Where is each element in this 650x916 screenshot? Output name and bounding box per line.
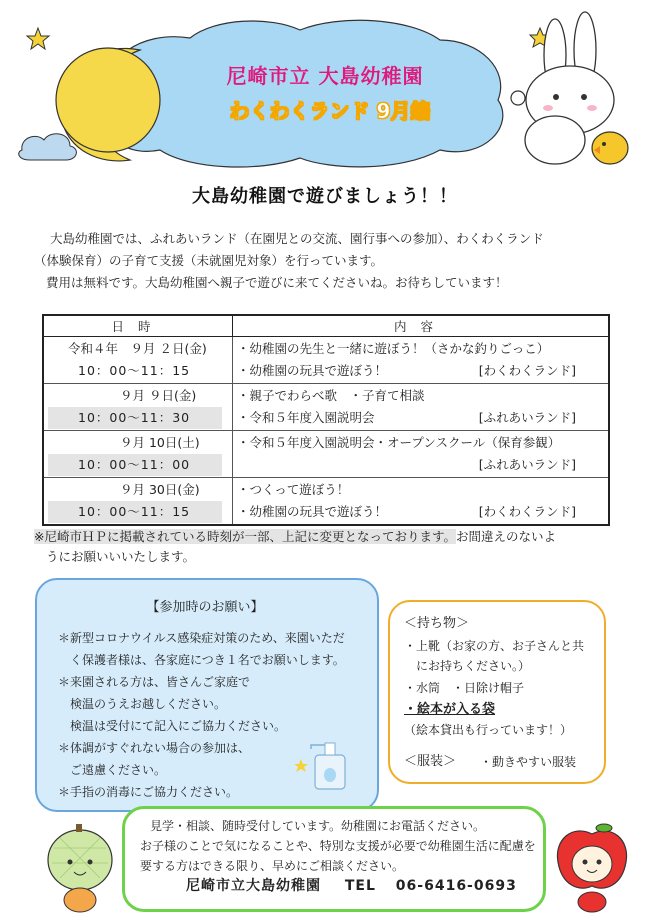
schedule-date: ９月 30日(金) [120,482,200,497]
cloud-shape [106,20,503,167]
schedule-date: 令和４年 ９月 ２日(金) [68,341,207,356]
schedule-category: [ふれあいランド] [478,410,576,425]
intro-line-2: （体験保育）の子育て支援（未就園児対象）を行っています。 [34,253,384,268]
page-headline: 大島幼稚園で遊びましょう！！ [192,186,458,207]
schedule-category: [わくわくランド] [478,363,576,378]
book-lending-note: （絵本貸出も行っています！） [404,723,573,737]
list-item: ・上靴（お家の方、お子さんと共 [404,639,585,653]
list-item: 検温のうえお越しください。 [58,697,227,711]
clothing-item: ・動きやすい服装 [480,755,577,769]
table-row [43,478,609,526]
apple-character-illustration [552,820,632,914]
book-bag-item: ・絵本が入る袋 [404,702,496,717]
list-item: ・水筒 ・日除け帽子 [404,681,525,695]
schedule-activity: ・幼稚園の玩具で遊ぼう！ [237,363,388,378]
schedule-activity: ・親子でわらべ歌 ・子育て相談 [237,388,425,403]
chick-illustration [592,132,628,164]
schedule-activity: ・幼稚園の玩具で遊ぼう！ [237,504,388,519]
requests-title: 【参加時のお願い】 [146,600,264,615]
schedule-table [42,314,610,526]
schedule-activity: ・幼稚園の先生と一緒に遊ぼう！（さかな釣りごっこ） [237,341,550,356]
contact-line-3: 要する方はできる限り、早めにご相談ください。 [140,859,405,873]
schedule-time: 10：00〜11：00 [48,454,222,476]
phone-number: 06-6416-0693 [395,878,517,894]
schedule-activity: ・令和５年度入園説明会・オープンスクール（保育参観） [237,435,561,450]
table-row [43,431,609,478]
schedule-activity: ・つくって遊ぼう！ [237,482,350,497]
schedule-category: [わくわくランド] [478,504,576,519]
list-item: 検温は受付にて記入にご協力ください。 [58,719,287,733]
header-illustration [0,0,650,180]
table-row [43,384,609,431]
contact-line-2: お子様のことで気になることや、特別な支援が必要で幼稚園生活に配慮を [140,839,536,853]
schedule-date: ９月 10日(土) [120,435,200,450]
intro-line-3: 費用は無料です。大島幼稚園へ親子で遊びに来てくださいね。お待ちしています！ [46,275,508,290]
list-item: ＊手指の消毒にご協力ください。 [58,785,239,799]
contact-line-1: 見学・相談、随時受付しています。幼稚園にお電話ください。 [150,819,486,833]
contact-info: 尼崎市立大島幼稚園 TEL 06-6416-0693 [186,878,517,894]
list-item: ＊体調がすぐれない場合の参加は、 [58,741,251,755]
list-item: ご遠慮ください。 [58,763,167,777]
header-title-event: わくわくランド 9月編 [229,99,431,123]
schedule-time: 10：00〜11：30 [48,407,222,429]
melon-character-illustration [40,818,120,914]
clothing-title: ＜服装＞ [404,754,457,769]
sanitizer-bottle-icon [295,735,355,793]
schedule-note: ※尼崎市ＨＰに掲載されている時刻が一部、上記に変更となっております。お間違えのないよ うにお願いいいたします。 [34,529,556,564]
schedule-activity: ・令和５年度入園説明会 [237,410,375,425]
star-icon [27,28,49,49]
list-item: ＊来園される方は、皆さんご家庭で [58,675,251,689]
table-header-content: 内容 [233,315,610,337]
intro-line-1: 大島幼稚園では、ふれあいランド（在園児との交流、園行事への参加）、わくわくランド [50,231,544,246]
schedule-time: 10：00〜11：15 [48,501,222,523]
table-row [43,337,609,384]
list-item: にお持ちください。） [404,659,531,673]
schedule-date: ９月 ９日(金) [120,388,197,403]
list-item: ＊新型コロナウイルス感染症対策のため、来園いただ [58,631,345,645]
school-name: 尼崎市立大島幼稚園 [186,878,321,894]
table-header-date: 日時 [43,315,233,337]
schedule-time: 10：00〜11：15 [78,363,191,378]
schedule-category: [ふれあいランド] [478,457,576,472]
belongings-title: ＜持ち物＞ [404,616,470,631]
header-title-school: 尼崎市立 大島幼稚園 [226,64,424,88]
list-item: く保護者様は、各家庭につき１名でお願いします。 [58,653,345,667]
